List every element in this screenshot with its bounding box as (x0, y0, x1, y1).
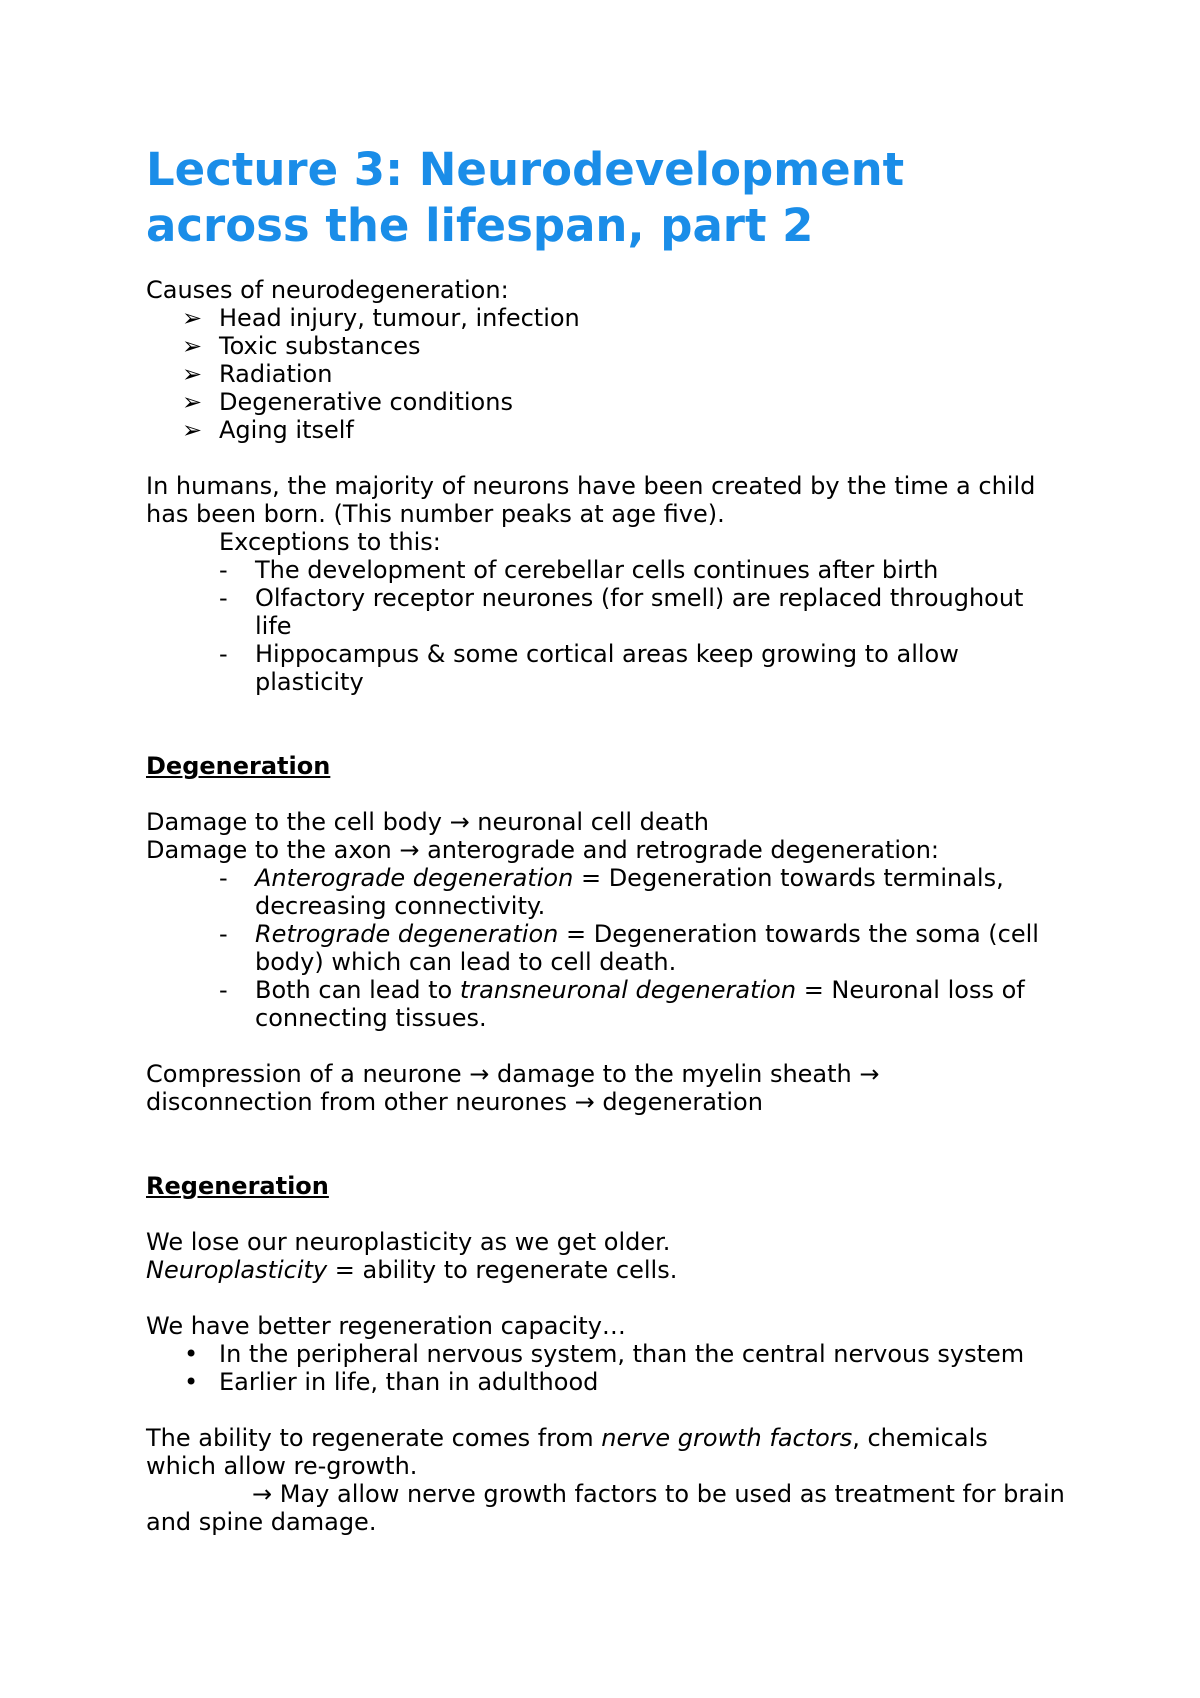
degeneration-line-1: Damage to the cell body → neuronal cell death (146, 808, 709, 836)
right-arrow-icon: → (449, 808, 470, 836)
list-item: - Both can lead to transneuronal degeneration = Neuronal loss of connecting tissues. (219, 976, 1025, 1032)
regeneration-heading: Regeneration (146, 1172, 329, 1200)
causes-list (146, 304, 1086, 444)
compression-paragraph: Compression of a neurone → damage to the myelin sheath → disconnection from other neurones → degeneration (146, 1060, 880, 1116)
arrow-bullet-icon: ➢ (182, 304, 203, 332)
title-line-2: across the lifespan, part 2 (146, 199, 814, 252)
dot-bullet: • (184, 1340, 199, 1368)
page-title (146, 142, 1086, 254)
arrow-bullet-icon: ➢ (182, 416, 203, 444)
right-arrow-icon: → (252, 1480, 273, 1508)
ngf-paragraph: The ability to regenerate comes from nerve growth factors, chemicals which allow re-growth. (146, 1424, 988, 1480)
right-arrow-icon: → (859, 1060, 880, 1088)
list-item: ➢ Degenerative conditions (182, 388, 513, 416)
title-line-1: Lecture 3: Neurodevelopment (146, 143, 905, 196)
treatment-paragraph: → May allow nerve growth factors to be used as treatment for brain and spine damage. (146, 1480, 1065, 1536)
causes-intro: Causes of neurodegeneration: (146, 276, 509, 304)
list-item: - Olfactory receptor neurones (for smell) are replaced throughout life (219, 584, 1024, 640)
arrow-bullet-icon: ➢ (182, 332, 203, 360)
list-item: • In the peripheral nervous system, than the central nervous system (184, 1340, 1025, 1368)
list-item: - Retrograde degeneration = Degeneration towards the soma (cell body) which can lead to cell death. (219, 920, 1039, 976)
document-page (146, 142, 1086, 1536)
exceptions-label: Exceptions to this: (219, 528, 441, 556)
arrow-bullet-icon: ➢ (182, 388, 203, 416)
regeneration-line-1: We lose our neuroplasticity as we get older. (146, 1228, 671, 1256)
dash-bullet: - (219, 976, 228, 1004)
dash-bullet: - (219, 584, 228, 612)
neuroplasticity-definition: Neuroplasticity = ability to regenerate cells. (146, 1256, 678, 1284)
list-item: - Anterograde degeneration = Degeneration towards terminals, decreasing connectivity. (219, 864, 1004, 920)
degeneration-line-2: Damage to the axon → anterograde and retrograde degeneration: (146, 836, 940, 864)
list-item: ➢ Aging itself (182, 416, 354, 444)
dash-bullet: - (219, 920, 228, 948)
neurons-paragraph: In humans, the majority of neurons have been created by the time a child has been born. (This number peaks at age five). (146, 472, 1036, 528)
dot-bullet: • (184, 1368, 199, 1396)
list-item: ➢ Radiation (182, 360, 333, 388)
dash-bullet: - (219, 864, 228, 892)
list-item: • Earlier in life, than in adulthood (184, 1368, 599, 1396)
dash-bullet: - (219, 556, 228, 584)
arrow-bullet-icon: ➢ (182, 360, 203, 388)
exceptions-list (146, 556, 1086, 696)
right-arrow-icon: → (469, 1060, 490, 1088)
list-item: ➢ Toxic substances (182, 332, 421, 360)
dash-bullet: - (219, 640, 228, 668)
degeneration-heading: Degeneration (146, 752, 331, 780)
capacity-intro: We have better regeneration capacity… (146, 1312, 626, 1340)
right-arrow-icon: → (399, 836, 420, 864)
list-item: - Hippocampus & some cortical areas keep growing to allow plasticity (219, 640, 959, 696)
list-item: ➢ Head injury, tumour, infection (182, 304, 580, 332)
capacity-list (146, 1340, 1086, 1396)
right-arrow-icon: → (574, 1088, 595, 1116)
list-item: - The development of cerebellar cells continues after birth (219, 556, 939, 584)
degeneration-list (146, 864, 1086, 1032)
